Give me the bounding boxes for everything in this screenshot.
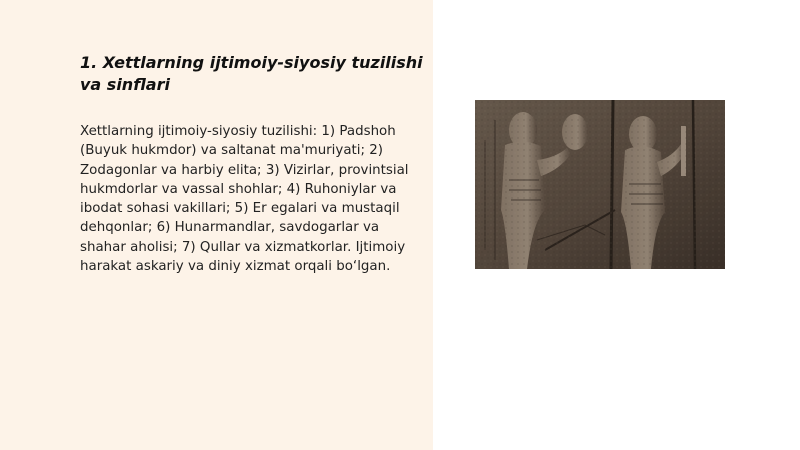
stone-relief-photo-icon bbox=[475, 100, 725, 269]
stone-relief-image bbox=[475, 100, 725, 269]
slide-title: 1. Xettlarning ijtimoiy-siyosiy tuzilishi va sinflari bbox=[80, 53, 423, 94]
slide-body-text: Xettlarning ijtimoiy-siyosiy tuzilishi: 1) Padshoh (Buyuk hukmdor) va saltanat ma'muriyati; 2) Zodagonlar va harbiy elita; 3) Vizirlar, provintsial hukmdorlar va vassal shohlar; 4) Ruhoniylar va ibodat sohasi vakillari; 5) Er egalari va mustaqil dehqonlar; 6) Hunarmandlar, savdogarlar va shahar aholisi; 7) Qullar va xizmatkorlar. Ijtimoiy harakat askariy va diniy xizmat orqali bo‘lgan. bbox=[80, 124, 409, 275]
